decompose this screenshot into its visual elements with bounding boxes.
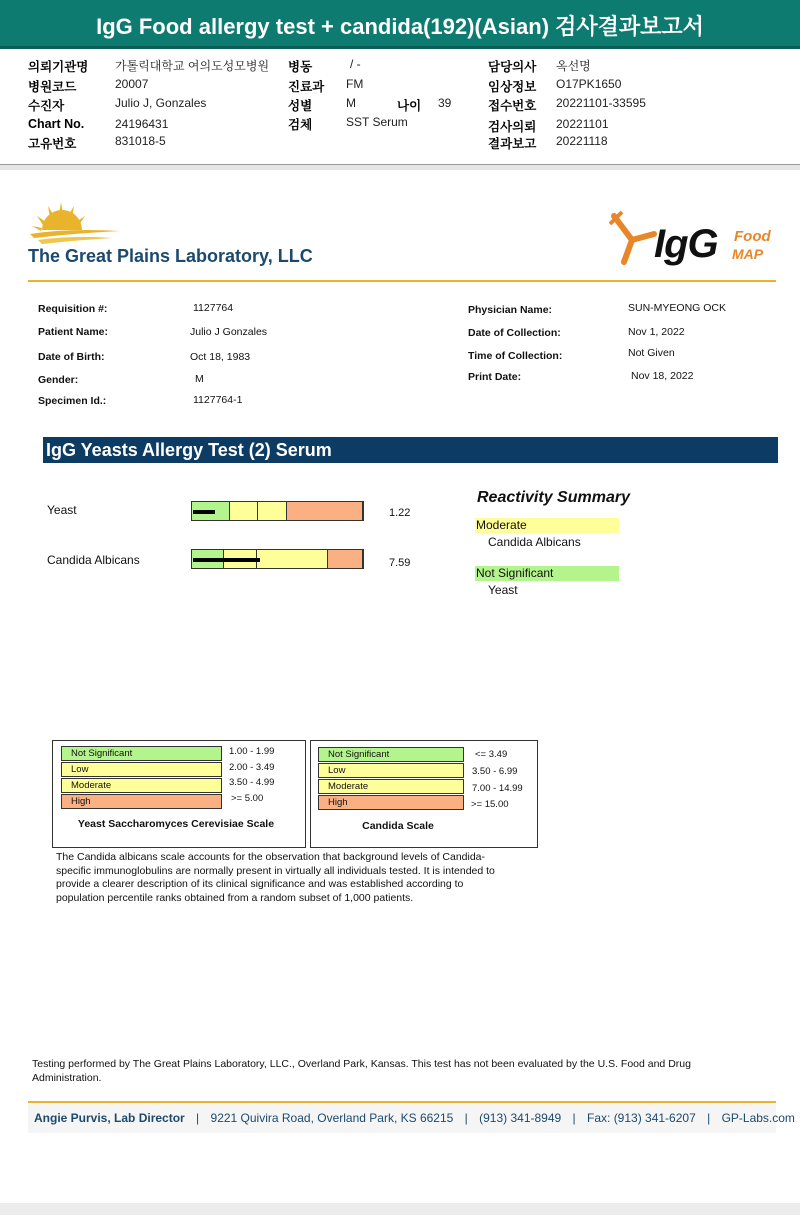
label-specimen-id: Specimen Id.: [38, 395, 107, 407]
value-dob: Oct 18, 1983 [190, 351, 251, 363]
label-print-date: Print Date: [468, 371, 522, 383]
label-patient-name: Patient Name: [38, 326, 109, 338]
bar-segment-low [230, 502, 258, 520]
logo-map-text: MAP [732, 246, 764, 262]
footer-website-link[interactable]: GP-Labs.com [721, 1111, 795, 1125]
field-label-patient: 수진자 [28, 99, 65, 113]
footer-address: 9221 Quivira Road, Overland Park, KS 66215 [210, 1111, 454, 1125]
scale-range-high: >= 15.00 [471, 799, 509, 810]
field-label-age: 나이 [397, 99, 422, 113]
section-title-bar [40, 437, 778, 463]
field-label-sex: 성별 [288, 99, 313, 113]
candida-scale-box [310, 740, 538, 848]
label-collection-date: Date of Collection: [468, 327, 561, 339]
reactivity-band-not-significant: Not Significant [475, 566, 619, 581]
bar-segment-high [287, 502, 363, 520]
scale-range-low: 3.50 - 6.99 [472, 766, 518, 777]
result-value-candida: 7.59 [389, 557, 411, 569]
field-value-age: 39 [438, 96, 452, 110]
scale-row-not-significant: Not Significant [318, 747, 464, 762]
scale-title-yeast: Yeast Saccharomyces Cerevisiae Scale [77, 818, 275, 830]
field-label-department: 진료과 [288, 80, 325, 94]
field-label-institution: 의뢰기관명 [28, 60, 89, 74]
result-bar-yeast [191, 501, 364, 521]
field-label-clinical-info: 임상정보 [488, 80, 537, 94]
label-collection-time: Time of Collection: [468, 350, 563, 362]
label-dob: Date of Birth: [38, 351, 105, 363]
logo-food-text: Food [734, 228, 771, 245]
lab-name: The Great Plains Laboratory, LLC [28, 246, 313, 266]
reactivity-band-moderate: Moderate [475, 518, 619, 533]
field-value-hospital-code: 20007 [115, 77, 149, 91]
scale-row-moderate: Moderate [318, 779, 464, 794]
value-gender: M [195, 373, 204, 385]
label-gender: Gender: [38, 374, 79, 386]
igg-food-map-logo [606, 210, 781, 270]
yeast-scale-box [52, 740, 306, 848]
field-value-specimen: SST Serum [346, 115, 408, 129]
gold-divider [28, 280, 776, 282]
field-value-clinical-info: O17PK1650 [556, 77, 622, 91]
value-print-date: Nov 18, 2022 [631, 370, 694, 382]
reactivity-item-yeast: Yeast [488, 583, 518, 597]
scale-row-low: Low [61, 762, 222, 777]
field-value-requested: 20221101 [556, 117, 609, 131]
label-physician: Physician Name: [468, 304, 553, 316]
reactivity-summary-title: Reactivity Summary [477, 489, 630, 506]
testing-disclaimer: Testing performed by The Great Plains Laboratory, LLC., Overland Park, Kansas. This test has not been evaluated by the U.S. Food and Drug Administration. [32, 1058, 691, 1084]
value-collection-date: Nov 1, 2022 [628, 326, 685, 338]
value-physician: SUN-MYEONG OCK [628, 302, 727, 314]
field-label-doctor: 담당의사 [488, 60, 537, 74]
result-name-yeast: Yeast [47, 503, 77, 517]
field-value-ward: / - [350, 57, 361, 71]
field-value-receipt-no: 20221101-33595 [556, 96, 646, 110]
scale-range-moderate: 3.50 - 4.99 [229, 777, 275, 788]
footer [28, 1103, 795, 1133]
scale-row-moderate: Moderate [61, 778, 222, 793]
scale-row-low: Low [318, 763, 464, 778]
scale-range-high: >= 5.00 [231, 793, 264, 804]
field-label-unique-no: 고유번호 [28, 137, 77, 151]
scale-row-not-significant: Not Significant [61, 746, 222, 761]
field-value-chart-no: 24196431 [115, 117, 169, 131]
field-value-doctor: 옥선명 [556, 59, 591, 73]
label-requisition: Requisition #: [38, 303, 108, 315]
report-title: IgG Food allergy test + candida(192)(Asian) 검사결과보고서 [96, 14, 704, 39]
field-label-specimen: 검체 [288, 118, 313, 132]
result-value-yeast: 1.22 [389, 507, 411, 519]
footer-separator: | [572, 1111, 576, 1125]
sun-logo-icon [28, 200, 123, 251]
footer-separator: | [707, 1111, 711, 1125]
scale-range-low: 2.00 - 3.49 [229, 762, 275, 773]
bar-segment-high [328, 550, 363, 568]
scale-row-high: High [61, 794, 222, 809]
footer-fax: Fax: (913) 341-6207 [587, 1111, 696, 1125]
result-marker-candida [193, 558, 260, 562]
scale-range-not-significant: <= 3.49 [475, 749, 508, 760]
value-collection-time: Not Given [628, 347, 675, 359]
section-title: IgG Yeasts Allergy Test (2) Serum [46, 440, 332, 460]
scale-title-candida: Candida Scale [362, 820, 434, 832]
field-label-ward: 병동 [288, 60, 313, 74]
footer-director: Angie Purvis, Lab Director [34, 1111, 185, 1125]
footer-separator: | [196, 1111, 200, 1125]
result-marker-yeast [193, 510, 215, 514]
value-patient-name: Julio J Gonzales [190, 326, 268, 338]
scale-range-moderate: 7.00 - 14.99 [472, 783, 523, 794]
logo-igg-text: IgG [654, 222, 718, 266]
result-name-candida: Candida Albicans [47, 553, 140, 567]
bottom-band [0, 1203, 800, 1215]
footer-separator: | [464, 1111, 468, 1125]
value-specimen-id: 1127764-1 [193, 394, 243, 406]
field-label-chart-no: Chart No. [28, 117, 85, 131]
footer-phone: (913) 341-8949 [479, 1111, 562, 1125]
scale-range-not-significant: 1.00 - 1.99 [229, 746, 275, 757]
scale-row-high: High [318, 795, 464, 810]
report-title-bar [0, 0, 800, 49]
bar-segment-moderate [258, 502, 287, 520]
field-label-requested: 검사의뢰 [488, 120, 537, 134]
field-label-hospital-code: 병원코드 [28, 80, 77, 94]
result-bar-candida [191, 549, 364, 569]
candida-scale-note: The Candida albicans scale accounts for the observation that background levels of Candida-specific immunoglobulins are normally present in virtually all individuals tested. It is intended to provide a clearer description of its clinical significance and was established according to population percentile ranks obtained from a random subset of 1,000 patients. [56, 851, 495, 904]
field-value-unique-no: 831018-5 [115, 134, 166, 148]
bar-segment-moderate [257, 550, 328, 568]
field-value-institution: 가톨릭대학교 여의도성모병원 [115, 59, 270, 73]
value-requisition: 1127764 [193, 302, 234, 314]
footer-line [34, 1111, 795, 1125]
header-divider [0, 164, 800, 170]
reactivity-item-candida: Candida Albicans [488, 535, 581, 549]
field-label-reported: 결과보고 [488, 137, 537, 151]
field-value-reported: 20221118 [556, 134, 608, 148]
field-label-receipt-no: 접수번호 [488, 99, 537, 113]
field-value-sex: M [346, 96, 356, 110]
field-value-patient: Julio J, Gonzales [115, 96, 207, 110]
field-value-department: FM [346, 77, 364, 91]
